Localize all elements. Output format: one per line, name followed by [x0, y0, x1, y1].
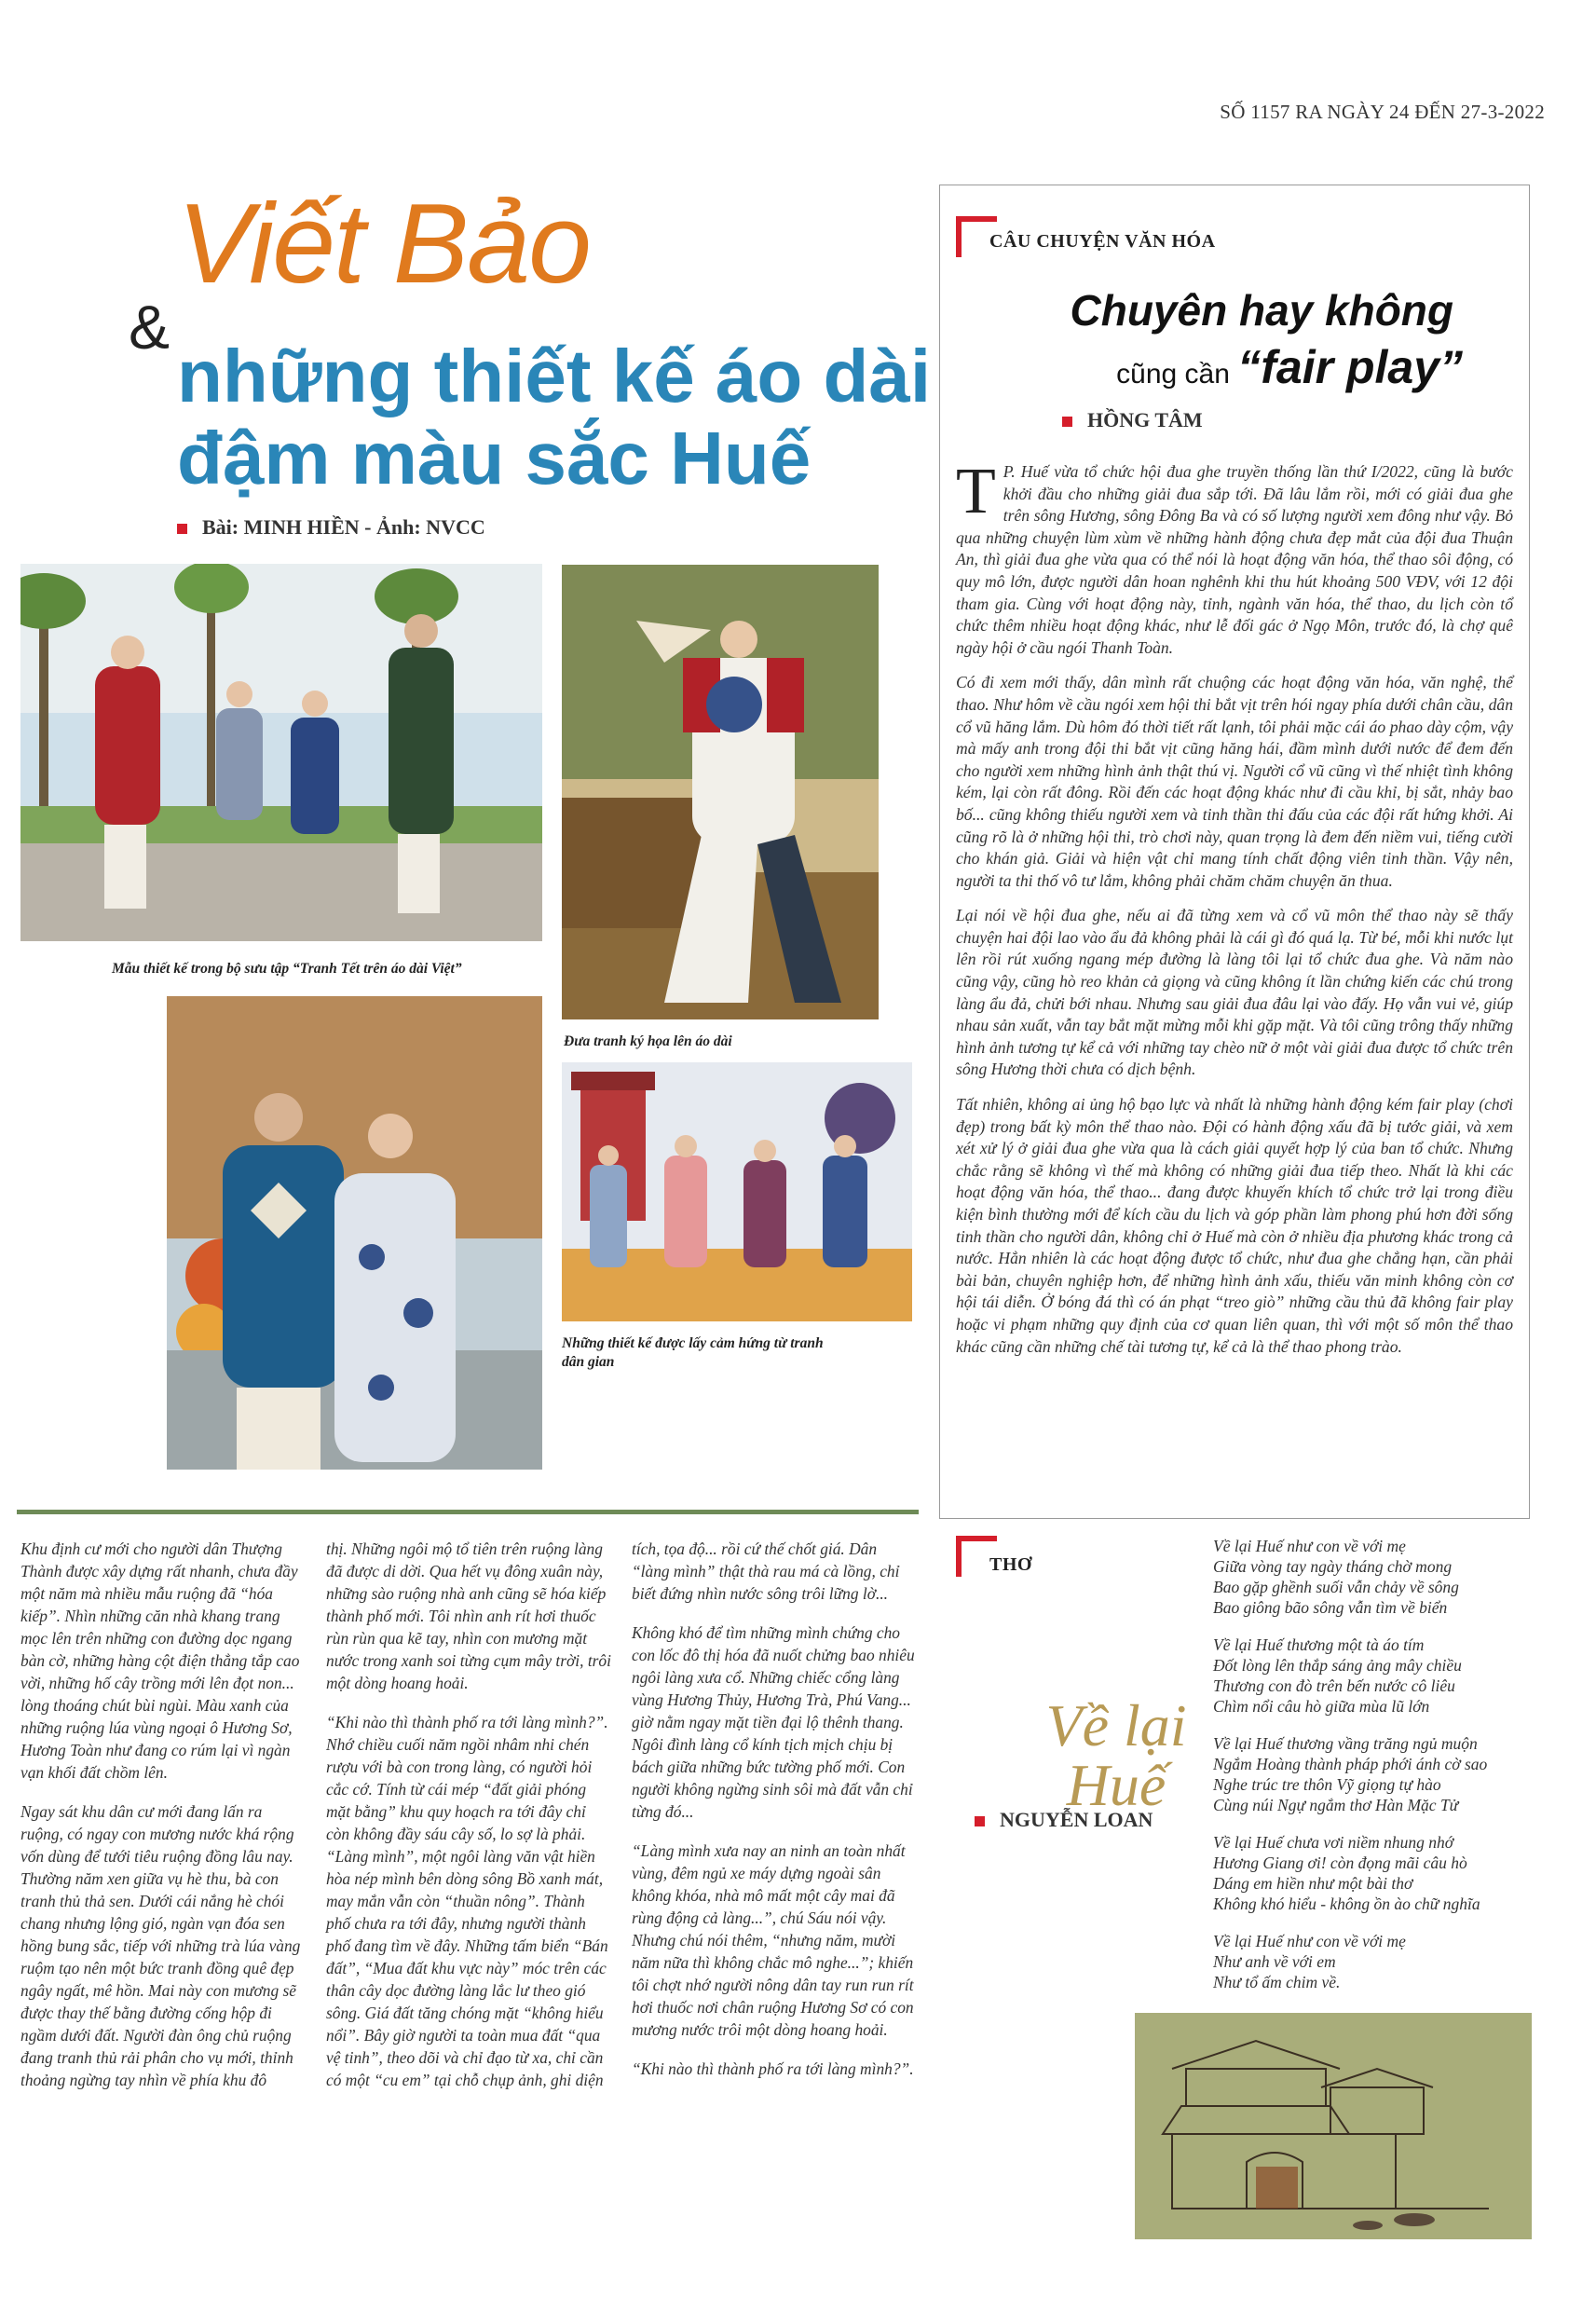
- photo-couple-aodai: [167, 996, 542, 1470]
- sidebar-headline: Chuyên hay không: [1070, 286, 1453, 335]
- article-paragraph: tích, tọa độ... rồi cứ thế chốt giá. Dân “làng mình” thật thà rau má cà lồng, chỉ biết đứng nhìn nước sông trôi lững lờ...: [632, 1539, 900, 1603]
- sidebar-author: [1062, 408, 1203, 432]
- article-column-2: [326, 1538, 611, 2108]
- title-ampersand: &: [129, 293, 171, 362]
- sidebar-author-name: HỒNG TÂM: [1087, 408, 1203, 431]
- caption-photo2: Đưa tranh ký họa lên áo dài: [564, 1033, 732, 1049]
- drop-cap: T: [956, 456, 996, 527]
- article-paragraph: Không khó để tìm những mình chứng cho con lốc đô thị hóa đã nuốt chửng bao nhiêu ngôi làng xưa cổ. Những chiếc cổng làng vùng Hương Thủy, Hương Trà, Phú Vang... giờ nằm ngay mặt tiền đại lộ thênh thang. Ngôi đình làng cổ kính tịch mịch chịu bị bách giữa những bức tường phố mới. Con người không ngừng sinh sôi mà đất vẫn chỉ từng đó...: [632, 1623, 915, 1821]
- sidebar-body: [956, 456, 1513, 1371]
- illustration-citadel-sketch: [1135, 2013, 1532, 2239]
- poem-line: Về lại Huế như con về với mẹ: [1213, 1537, 1406, 1555]
- section-divider: [17, 1510, 919, 1514]
- caption-photo4: Những thiết kế được lấy cảm hứng từ tranh dân gian: [562, 1335, 824, 1370]
- sidebar-paragraph: Tất nhiên, không ai ủng hộ bạo lực và nhất là những hành động kém fair play (chơi đẹp) trong bất kỳ môn thể thao nào. Đội có hành động xấu đã bị tước giải, và xem xét xử lý ở giải đua ghe vừa qua là cách giải quyết hợp lý của ban tổ chức. Nhưng chắc rằng sẽ không vì thế mà không có những giải đua tiếp theo. Nhất là khi các hoạt động văn hóa, thể thao... đang được khuyến khích tổ chức trở lại trong điều kiện bình thường mới để kích cầu du lịch và góp phần làm phong phú hơn đời sống tinh thần cho người dân, không chỉ ở Huế mà còn ở nhiều địa phương khác trong cả nước. Hẳn nhiên là các hoạt động được tổ chức, như đua ghe chẳng hạn, cần phải bài bản, chuyên nghiệp hơn, để những hình ảnh xấu, thiếu văn minh không còn cơ hội tái diễn. Ở bóng đá thì có án phạt “treo giò” những cầu thủ đã không fair play hoặc vi phạm những quy định của cơ quan liên quan, thì với một số môn thể thao khác cũng cần những chế tài tương tự, kể cả là thể thao phong trào.: [956, 1095, 1513, 1356]
- caption-photo1: Mẫu thiết kế trong bộ sưu tập “Tranh Tết trên áo dài Việt”: [112, 961, 462, 977]
- sidebar-headline-2: [1053, 340, 1463, 394]
- poem-line: Đốt lòng lên thắp sáng ảng mây chiều: [1213, 1656, 1462, 1675]
- article-paragraph: thị. Những ngôi mộ tổ tiên trên ruộng làng đã được di dời. Qua hết vụ đông xuân này, những sào ruộng nhà anh cũng sẽ hóa kiếp thành phố mới. Tôi nhìn anh rít hơi thuốc rùn rùn qua kẽ tay, nhìn con mương mặt nước trong xanh soi từng cụm mây trời, trôi một dòng hoang hoải.: [326, 1539, 611, 1692]
- photo-family-aodai: [20, 564, 542, 941]
- poem-line: Ngắm Hoàng thành pháp phới ánh cờ sao: [1213, 1755, 1488, 1773]
- poem-line: Về lại Huế như con về với mẹ: [1213, 1932, 1406, 1950]
- poem-author-name: NGUYỄN LOAN: [1000, 1808, 1153, 1831]
- article-paragraph: “Làng mình xưa nay an ninh an toàn nhất vùng, đêm ngủ xe máy dựng ngoài sân không khóa, nhà mô mất một cây mai đã rùng động cả làng...”, chú Sáu nói vậy. Nhưng chú nói thêm, “nhưng năm, mười năm nữa thì không chắc mô nghe...”; khiến tôi chợt nhớ người nông dân tay run run rít hơi thuốc nơi chân ruộng Hương Sơ có con mương nước trôi một dòng hoang hoải.: [632, 1841, 914, 2039]
- poem-line: Không khó hiểu - không ồn ào chữ nghĩa: [1213, 1895, 1480, 1913]
- article-byline: [177, 515, 485, 540]
- article-paragraph: Khu định cư mới cho người dân Thượng Thành được xây dựng rất nhanh, chưa đầy một năm mà nhiều mẫu ruộng đã “hóa kiếp”. Nhìn những căn nhà khang trang mọc lên trên những con đường dọc ngang bàn cờ, những hàng cột điện thẳng tắp cao vời, những hố cây trồng mới lên đọt non... lòng thoáng chút bùi ngùi. Màu xanh của những ruộng lúa vùng ngoại ô Hương Sơ, Hương Toàn như đang co rúm lại vì ngàn vạn khối đất chồm lên.: [20, 1539, 300, 1782]
- headline2-quote: “fair play”: [1237, 341, 1463, 393]
- poem-author: [975, 1808, 1153, 1832]
- poem-title: [1032, 1692, 1200, 1818]
- square-bullet-icon: [1062, 417, 1072, 427]
- poem-body: [1213, 1536, 1548, 2009]
- article-column-1: [20, 1538, 306, 2108]
- poem-stanza: [1213, 1536, 1548, 1618]
- poem-stanza: [1213, 1733, 1548, 1815]
- article-title-name: Viết Bảo: [177, 180, 590, 307]
- poem-stanza: [1213, 1832, 1548, 1914]
- poem-line: Bao giông bão sông vẫn tìm về biển: [1213, 1598, 1448, 1617]
- headline2-pre: cũng cần: [1116, 359, 1230, 390]
- poem-line: Về lại Huế thương vầng trăng ngủ muộn: [1213, 1734, 1478, 1753]
- issue-header: SỐ 1157 RA NGÀY 24 ĐẾN 27-3-2022: [1220, 101, 1545, 123]
- article-paragraph: “Khi nào thì thành phố ra tới làng mình?”. Nhớ chiều cuối năm ngồi nhâm nhi chén rượu với bà con trong làng, có người hỏi cắc cớ. Tính từ cái mép “đất giải phóng mặt bằng” khu quy hoạch ra tới đây chỉ còn không đầy sáu cây số, lo sợ là phải. “Làng mình”, một ngôi làng văn vật hiền hòa nép mình bên dòng sông Bồ xanh mát, may mắn vẫn còn “thuần nông”. Thành phố chưa ra tới đây, nhưng người thành phố đang tìm về đây. Những tấm biển “Bán đất”, “Mua đất khu vực này” móc trên các thân cây dọc đường làng lắc lư theo gió sông. Giá đất tăng chóng mặt “không hiểu nổi”. Bây giờ người ta toàn mua đất “qua vệ tinh”, theo dõi và chỉ đạo từ xa, chỉ cần có một “cu em” tại chỗ chụp ảnh, ghi diện: [326, 1713, 608, 2089]
- sidebar-paragraph: Lại nói về hội đua ghe, nếu ai đã từng xem và cổ vũ môn thể thao này sẽ thấy chuyện hai đội lao vào ẩu đả không phải là cái gì đó quá lạ. Từ bé, mỗi khi nước lụt lên rồi rút xuống ngang mép đường là làng tôi lại tổ chức đua ghe. Và năm nào cũng vậy, cũng hò reo khản cả giọng và cũng không ít lần chứng kiến các chú trong làng ẩu đả, chửi bới nhau. Nhưng sau giải đua đâu lại vào đấy. Họ vẫn vui vẻ, giúp nhau sản xuất, vẫn tay bắt mặt mừng mỗi khi gặp mặt. Và tôi cũng trông thấy những hình ảnh tương tự kể cả với những tay chèo nữ ở một vài giải đua được tổ chức trên sông Hương thời chưa có dịch bệnh.: [956, 906, 1513, 1079]
- sidebar-paragraph: [956, 456, 1513, 659]
- square-bullet-icon: [975, 1816, 985, 1826]
- sidebar-paragraph-text: P. Huế vừa tổ chức hội đua ghe truyền thống lần thứ I/2022, cũng là bước khởi đầu cho những giải đua sắp tới. Đã lâu lắm rồi, mới có giải đua ghe trên sông Hương, sông Đông Ba và có số lượng người xem đông như vậy. Bỏ qua những chuyện lùm xùm về những hành động chưa đẹp mắt của đội đua Thuận An, thì giải đua ghe vừa qua có thể nói là hoạt động văn hóa, thể thao sôi động, có quy mô lớn, được người dân hoan nghênh khi thu hút khoảng 500 VĐV, với 12 đội tham gia. Cùng với hoạt động này, tỉnh, ngành văn hóa, thể thao, du lịch còn tổ chức thêm nhiều hoạt động khác, như lễ đối gác ở Ngọ Môn, trước đó, là chợ quê ngày hội ở cầu ngói Thanh Toàn.: [956, 462, 1513, 657]
- poem-line: Cùng núi Ngự ngắm thơ Hàn Mặc Tử: [1213, 1796, 1459, 1814]
- poem-line: Như anh về với em: [1213, 1952, 1336, 1971]
- square-bullet-icon: [177, 524, 187, 534]
- photo-woman-fan: [562, 565, 879, 1019]
- poem-line: Về lại Huế thương một tà áo tím: [1213, 1635, 1425, 1654]
- byline-text: Bài: MINH HIỀN - Ảnh: NVCC: [202, 515, 485, 539]
- sidebar-section-label: CÂU CHUYỆN VĂN HÓA: [989, 231, 1216, 252]
- article-paragraph: Ngay sát khu dân cư mới đang lấn ra ruộng, có ngay con mương nước khá rộng vốn dùng để tưới tiêu ruộng đồng lâu nay. Thường năm xen giữa vụ hè thu, bà con tranh thủ thả sen. Dưới cái nắng hè chói chang nhưng lộng gió, ngàn vạn đóa sen hồng bung sắc, tiếp với những trà lúa vàng ruộm tạo nên một bức tranh đồng quê đẹp ngây ngất, mê hồn. Mai này con mương sẽ được thay thế bằng đường cống hộp đi ngầm dưới đất. Người đàn ông chủ ruộng đang tranh thủ rải phân cho vụ mới, thỉnh thoảng ngừng tay nhìn về phía khu đô: [20, 1802, 301, 2089]
- poem-line: Nghe trúc tre thôn Vỹ giọng tự hào: [1213, 1775, 1441, 1794]
- poem-line: Giữa vòng tay ngày tháng chờ mong: [1213, 1557, 1453, 1576]
- poem-section-label: THƠ: [989, 1554, 1032, 1575]
- article-title-subtitle: những thiết kế áo dài đậm màu sắc Huế: [177, 335, 932, 499]
- poem-title-line2: Huế: [1066, 1752, 1166, 1818]
- poem-title-line1: Về lại: [1045, 1692, 1187, 1758]
- poem-line: Như tổ ấm chim về.: [1213, 1973, 1341, 1991]
- article-column-3: [632, 1538, 917, 2097]
- poem-stanza: [1213, 1635, 1548, 1717]
- poem-line: Chìm nổi câu hò giữa mùa lũ lớn: [1213, 1697, 1430, 1716]
- poem-line: Thương con đò trên bến nước cô liêu: [1213, 1676, 1455, 1695]
- photo-children-aodai: [562, 1062, 912, 1321]
- poem-line: Dáng em hiền như một bài thơ: [1213, 1874, 1413, 1893]
- poem-line: Hương Giang ơi! còn đọng mãi câu hò: [1213, 1854, 1467, 1872]
- poem-line: Về lại Huế chưa vơi niềm nhung nhớ: [1213, 1833, 1454, 1852]
- sidebar-paragraph: Có đi xem mới thấy, dân mình rất chuộng các hoạt động văn hóa, văn nghệ, thể thao. Như hôm về cầu ngói xem hội thi bắt vịt trên hói ngay phía dưới chân cầu, dân cổ vũ hăng lắm. Dù hôm đó thời tiết rất lạnh, tôi phải mặc cái áo phao dày cộm, vậy mà mấy anh trong đội thi bắt vịt cũng hăng hái, đầm mình dưới nước để đem đến cho người xem những hình ảnh thật thú vị. Người cổ vũ cũng vì thế nhiệt tình không kém, lại còn rất đông. Rồi đến các hoạt động khác như đi cầu khỉ, bị sắt, nhảy bao bố... cũng không thiếu người xem và tinh thần thi đấu của các đội rất hứng khởi. Ai cũng rõ là ở những hội thi, trò chơi này, quan trọng là đem đến niềm vui, tiếng cười cho khán giả. Giải và hiện vật chỉ mang tính chất động viên tinh thần. Vậy nên, người ta thi thố vô tư lắm, không phải chăm chăm chuyện ăn thua.: [956, 673, 1513, 890]
- article-paragraph: “Khi nào thì thành phố ra tới làng mình?”.: [632, 2059, 914, 2078]
- poem-stanza: [1213, 1931, 1548, 1992]
- poem-line: Bao gặp ghềnh suối vẫn chảy về sông: [1213, 1578, 1459, 1596]
